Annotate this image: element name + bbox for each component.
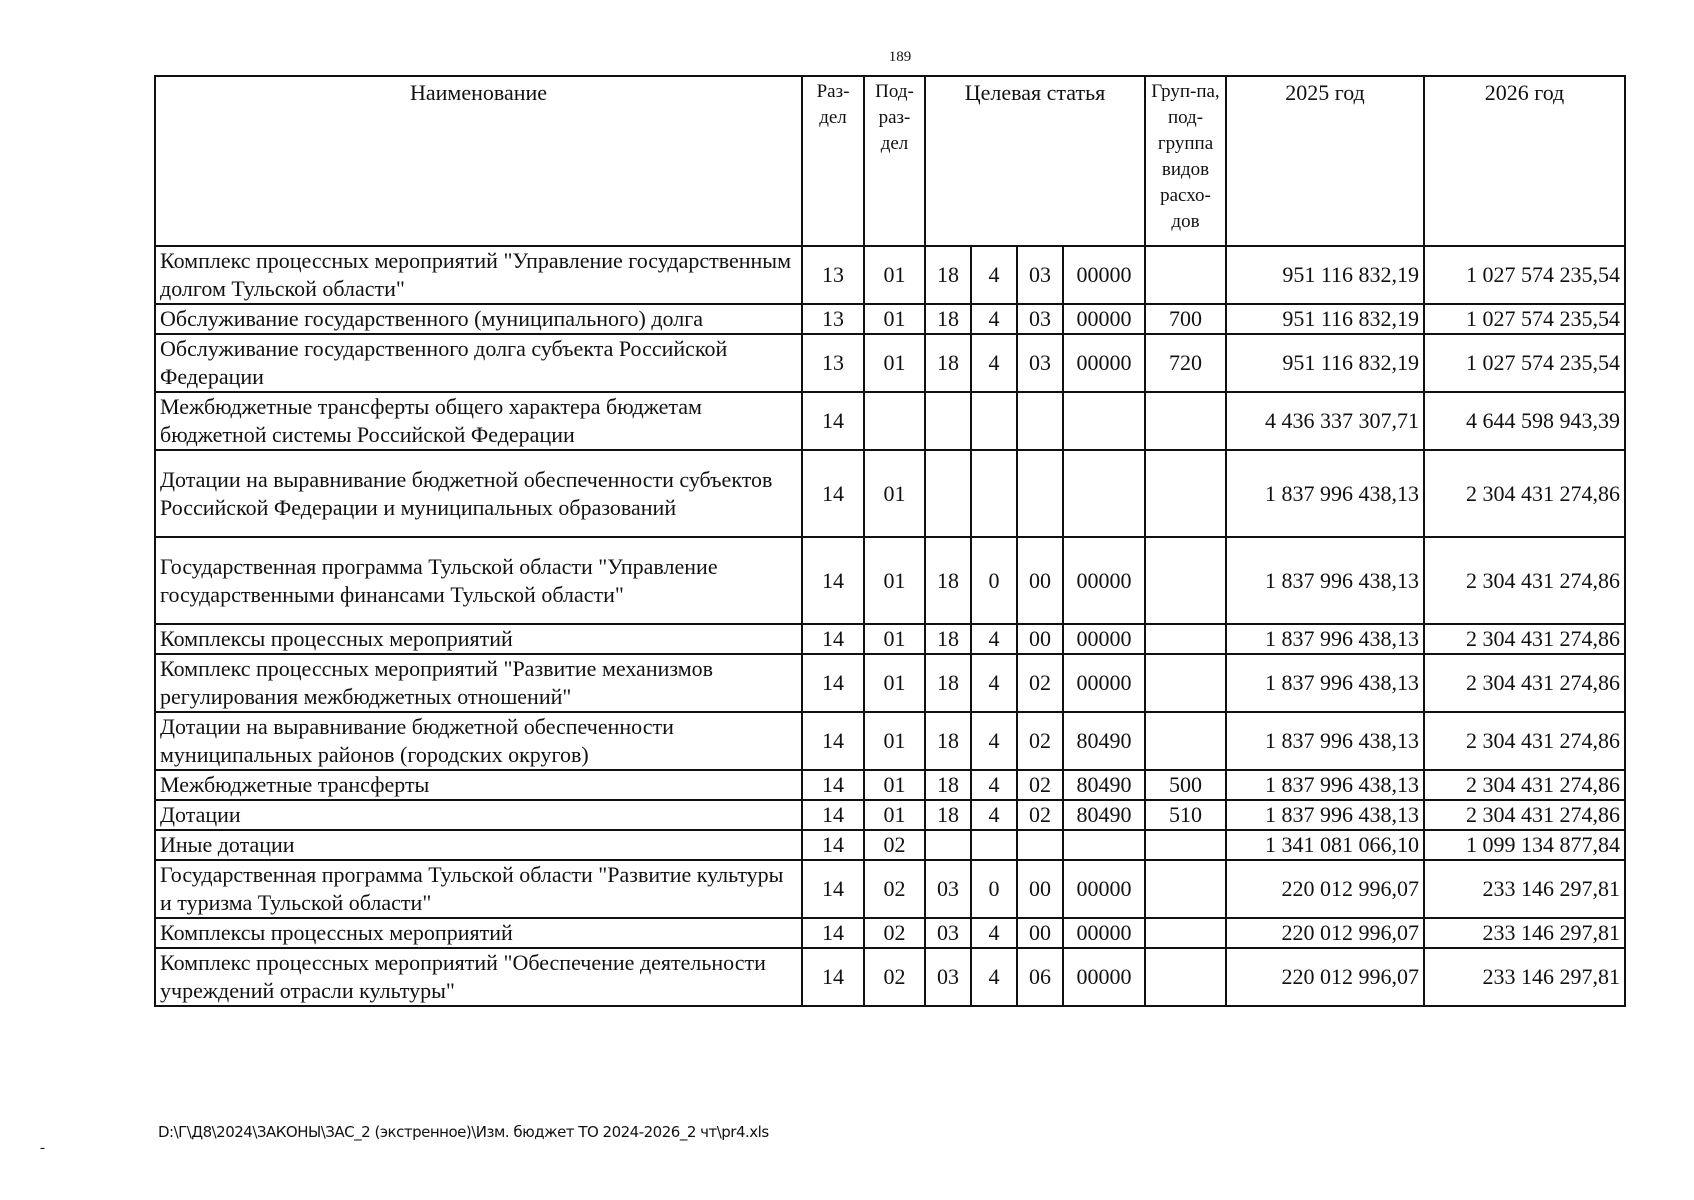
row-amount-2025: 1 837 996 438,13 [1226, 624, 1424, 654]
row-amount-2026: 2 304 431 274,86 [1424, 537, 1625, 624]
table-row [155, 712, 1625, 770]
row-podrazdel: 01 [864, 334, 925, 392]
row-target-type: 4 [971, 770, 1017, 800]
table-row [155, 860, 1625, 918]
row-razdel: 14 [802, 918, 864, 948]
row-podrazdel: 01 [864, 537, 925, 624]
row-target-subprogram: 02 [1017, 770, 1063, 800]
row-amount-2025: 951 116 832,19 [1226, 304, 1424, 334]
table-row [155, 948, 1625, 1006]
table-row [155, 392, 1625, 450]
row-target-type: 0 [971, 537, 1017, 624]
row-podrazdel: 02 [864, 948, 925, 1006]
row-target-program [925, 830, 971, 860]
row-target-subprogram: 03 [1017, 246, 1063, 304]
row-target-subprogram: 00 [1017, 860, 1063, 918]
row-target-program: 18 [925, 334, 971, 392]
row-target-program: 18 [925, 537, 971, 624]
row-target-direction: 00000 [1063, 246, 1145, 304]
budget-table [154, 75, 1626, 1007]
row-target-type: 4 [971, 304, 1017, 334]
row-target-type: 4 [971, 800, 1017, 830]
row-amount-2025: 1 837 996 438,13 [1226, 800, 1424, 830]
row-target-subprogram: 00 [1017, 918, 1063, 948]
row-amount-2025: 1 837 996 438,13 [1226, 450, 1424, 537]
row-target-type: 4 [971, 712, 1017, 770]
row-name: Обслуживание государственного (муниципального) долга [155, 304, 802, 334]
table-row [155, 246, 1625, 304]
header-razdel: Раз-дел [802, 76, 864, 246]
table-row [155, 304, 1625, 334]
table-header-row [155, 76, 1625, 246]
row-expense-group: 720 [1145, 334, 1226, 392]
row-amount-2025: 220 012 996,07 [1226, 948, 1424, 1006]
table-row [155, 537, 1625, 624]
row-expense-group [1145, 712, 1226, 770]
row-target-type: 4 [971, 334, 1017, 392]
header-2025: 2025 год [1226, 76, 1424, 246]
row-amount-2026: 2 304 431 274,86 [1424, 624, 1625, 654]
row-target-direction: 80490 [1063, 712, 1145, 770]
row-podrazdel: 01 [864, 624, 925, 654]
row-podrazdel: 02 [864, 918, 925, 948]
row-expense-group: 510 [1145, 800, 1226, 830]
row-target-program [925, 392, 971, 450]
row-target-subprogram: 02 [1017, 712, 1063, 770]
row-amount-2026: 233 146 297,81 [1424, 860, 1625, 918]
row-expense-group [1145, 830, 1226, 860]
row-razdel: 14 [802, 450, 864, 537]
row-target-subprogram: 00 [1017, 537, 1063, 624]
row-target-direction: 80490 [1063, 800, 1145, 830]
row-target-direction: 00000 [1063, 860, 1145, 918]
row-podrazdel: 01 [864, 304, 925, 334]
row-target-type: 4 [971, 948, 1017, 1006]
row-razdel: 14 [802, 392, 864, 450]
row-amount-2025: 1 341 081 066,10 [1226, 830, 1424, 860]
row-target-subprogram: 02 [1017, 654, 1063, 712]
row-target-type [971, 450, 1017, 537]
header-name: Наименование [155, 76, 802, 246]
row-amount-2026: 233 146 297,81 [1424, 918, 1625, 948]
row-amount-2025: 1 837 996 438,13 [1226, 712, 1424, 770]
row-name: Комплекс процессных мероприятий "Управление государственным долгом Тульской области" [155, 246, 802, 304]
table-row [155, 334, 1625, 392]
row-target-program: 03 [925, 948, 971, 1006]
row-name: Комплекс процессных мероприятий "Развитие механизмов регулирования межбюджетных отношений" [155, 654, 802, 712]
table-row [155, 654, 1625, 712]
margin-mark: - [40, 1140, 45, 1156]
row-target-direction: 00000 [1063, 654, 1145, 712]
table-row [155, 800, 1625, 830]
row-target-program: 03 [925, 918, 971, 948]
row-name: Дотации [155, 800, 802, 830]
row-amount-2026: 2 304 431 274,86 [1424, 770, 1625, 800]
page-number: 189 [888, 49, 912, 65]
row-expense-group [1145, 860, 1226, 918]
row-razdel: 14 [802, 770, 864, 800]
row-name: Комплексы процессных мероприятий [155, 624, 802, 654]
row-amount-2025: 1 837 996 438,13 [1226, 770, 1424, 800]
row-podrazdel: 01 [864, 770, 925, 800]
row-target-program [925, 450, 971, 537]
row-razdel: 14 [802, 800, 864, 830]
row-name: Государственная программа Тульской области "Управление государственными финансами Тульской области" [155, 537, 802, 624]
row-target-subprogram [1017, 450, 1063, 537]
row-razdel: 14 [802, 654, 864, 712]
row-name: Государственная программа Тульской области "Развитие культуры и туризма Тульской области" [155, 860, 802, 918]
table-row [155, 624, 1625, 654]
row-target-subprogram: 02 [1017, 800, 1063, 830]
row-expense-group [1145, 392, 1226, 450]
row-amount-2026: 1 027 574 235,54 [1424, 246, 1625, 304]
row-target-direction: 00000 [1063, 537, 1145, 624]
header-target: Целевая статья [925, 76, 1145, 246]
row-podrazdel: 02 [864, 830, 925, 860]
row-amount-2026: 2 304 431 274,86 [1424, 450, 1625, 537]
row-podrazdel: 02 [864, 860, 925, 918]
row-target-type: 0 [971, 860, 1017, 918]
row-target-type [971, 392, 1017, 450]
row-razdel: 13 [802, 246, 864, 304]
row-expense-group [1145, 948, 1226, 1006]
row-expense-group [1145, 450, 1226, 537]
row-razdel: 13 [802, 334, 864, 392]
row-podrazdel: 01 [864, 450, 925, 537]
row-target-subprogram: 03 [1017, 334, 1063, 392]
row-razdel: 14 [802, 830, 864, 860]
row-razdel: 13 [802, 304, 864, 334]
row-name: Межбюджетные трансферты [155, 770, 802, 800]
row-expense-group [1145, 654, 1226, 712]
row-name: Дотации на выравнивание бюджетной обеспеченности муниципальных районов (городских округов) [155, 712, 802, 770]
file-path-footer: D:\Г\Д8\2024\ЗАКОНЫ\ЗАС_2 (экстренное)\Изм. бюджет ТО 2024-2026_2 чт\pr4.xls [158, 1123, 769, 1141]
row-expense-group [1145, 624, 1226, 654]
row-target-direction: 00000 [1063, 334, 1145, 392]
row-target-type [971, 830, 1017, 860]
row-target-type: 4 [971, 918, 1017, 948]
row-target-type: 4 [971, 624, 1017, 654]
row-target-subprogram: 00 [1017, 624, 1063, 654]
row-amount-2026: 2 304 431 274,86 [1424, 654, 1625, 712]
row-target-direction [1063, 392, 1145, 450]
row-amount-2026: 1 027 574 235,54 [1424, 334, 1625, 392]
table-row [155, 918, 1625, 948]
row-expense-group [1145, 246, 1226, 304]
row-target-direction: 00000 [1063, 624, 1145, 654]
row-target-program: 18 [925, 654, 971, 712]
row-expense-group [1145, 537, 1226, 624]
row-podrazdel: 01 [864, 800, 925, 830]
row-amount-2025: 1 837 996 438,13 [1226, 537, 1424, 624]
row-target-direction: 80490 [1063, 770, 1145, 800]
row-amount-2025: 220 012 996,07 [1226, 860, 1424, 918]
table-row [155, 770, 1625, 800]
row-amount-2026: 2 304 431 274,86 [1424, 712, 1625, 770]
row-podrazdel: 01 [864, 246, 925, 304]
row-target-program: 18 [925, 246, 971, 304]
row-razdel: 14 [802, 537, 864, 624]
row-name: Иные дотации [155, 830, 802, 860]
row-target-type: 4 [971, 246, 1017, 304]
row-expense-group: 700 [1145, 304, 1226, 334]
table-row [155, 830, 1625, 860]
row-name: Обслуживание государственного долга субъекта Российской Федерации [155, 334, 802, 392]
row-amount-2026: 1 027 574 235,54 [1424, 304, 1625, 334]
row-amount-2025: 1 837 996 438,13 [1226, 654, 1424, 712]
row-target-subprogram: 06 [1017, 948, 1063, 1006]
row-name: Комплекс процессных мероприятий "Обеспечение деятельности учреждений отрасли культуры" [155, 948, 802, 1006]
row-target-program: 03 [925, 860, 971, 918]
row-amount-2026: 1 099 134 877,84 [1424, 830, 1625, 860]
row-amount-2025: 220 012 996,07 [1226, 918, 1424, 948]
row-target-subprogram [1017, 392, 1063, 450]
row-target-direction: 00000 [1063, 918, 1145, 948]
row-razdel: 14 [802, 860, 864, 918]
row-amount-2025: 951 116 832,19 [1226, 334, 1424, 392]
row-target-direction: 00000 [1063, 948, 1145, 1006]
row-razdel: 14 [802, 712, 864, 770]
row-target-program: 18 [925, 624, 971, 654]
row-expense-group: 500 [1145, 770, 1226, 800]
row-podrazdel: 01 [864, 712, 925, 770]
row-expense-group [1145, 918, 1226, 948]
row-razdel: 14 [802, 948, 864, 1006]
row-target-subprogram: 03 [1017, 304, 1063, 334]
row-amount-2026: 233 146 297,81 [1424, 948, 1625, 1006]
table-row [155, 450, 1625, 537]
row-target-direction [1063, 830, 1145, 860]
row-name: Дотации на выравнивание бюджетной обеспеченности субъектов Российской Федерации и муниципальных образований [155, 450, 802, 537]
row-name: Межбюджетные трансферты общего характера бюджетам бюджетной системы Российской Федерации [155, 392, 802, 450]
row-podrazdel: 01 [864, 654, 925, 712]
row-podrazdel [864, 392, 925, 450]
row-amount-2025: 4 436 337 307,71 [1226, 392, 1424, 450]
row-amount-2025: 951 116 832,19 [1226, 246, 1424, 304]
row-name: Комплексы процессных мероприятий [155, 918, 802, 948]
row-target-program: 18 [925, 304, 971, 334]
row-amount-2026: 2 304 431 274,86 [1424, 800, 1625, 830]
header-podrazdel: Под-раз-дел [864, 76, 925, 246]
header-2026: 2026 год [1424, 76, 1625, 246]
header-group: Груп-па, под-группа видов расхо-дов [1145, 76, 1226, 246]
row-target-program: 18 [925, 800, 971, 830]
row-target-program: 18 [925, 712, 971, 770]
row-target-direction [1063, 450, 1145, 537]
row-target-type: 4 [971, 654, 1017, 712]
row-razdel: 14 [802, 624, 864, 654]
row-amount-2026: 4 644 598 943,39 [1424, 392, 1625, 450]
row-target-direction: 00000 [1063, 304, 1145, 334]
row-target-subprogram [1017, 830, 1063, 860]
row-target-program: 18 [925, 770, 971, 800]
